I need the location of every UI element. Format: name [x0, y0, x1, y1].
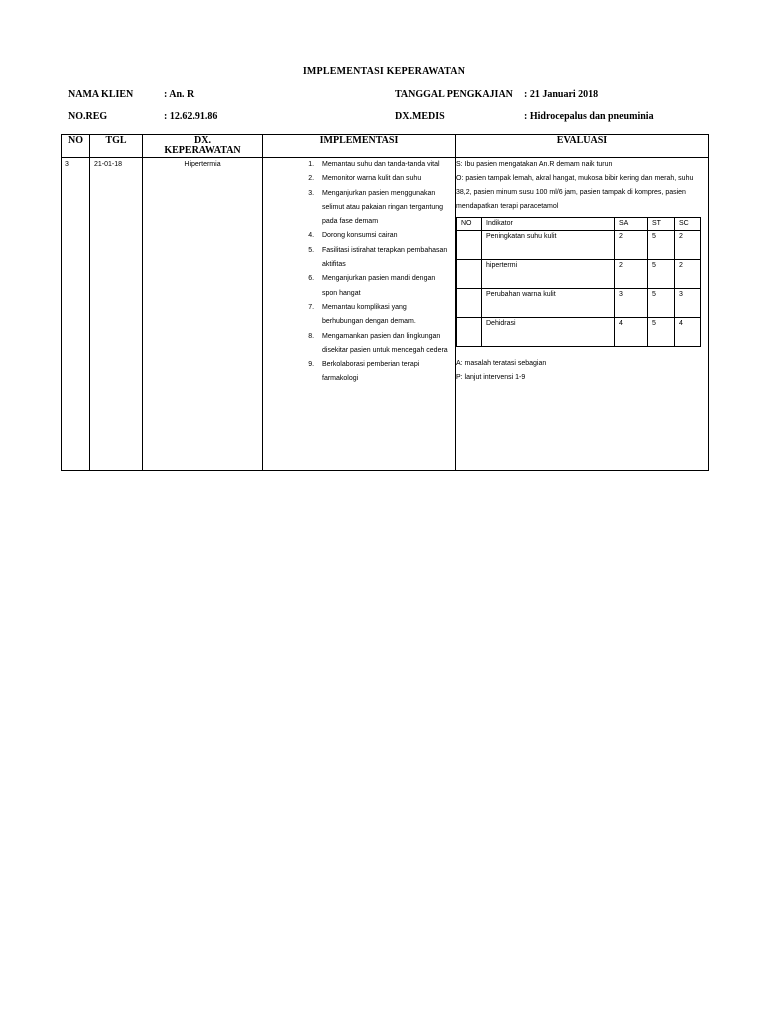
implementasi-list — [263, 158, 455, 387]
indikator-sa: 4 — [615, 318, 648, 347]
indikator-st: 5 — [648, 318, 675, 347]
row-tgl: 21-01-18 — [90, 158, 143, 471]
table-header-row — [62, 135, 709, 158]
header-implementasi: IMPLEMENTASI — [263, 135, 456, 158]
list-item: 4. Dorong konsumsi cairan — [316, 229, 449, 243]
indikator-header-sc: SC — [675, 218, 701, 231]
indikator-sc: 3 — [675, 289, 701, 318]
indikator-no — [457, 260, 482, 289]
evaluasi-subjective: S: Ibu pasien mengatakan An.R demam naik turun — [456, 161, 613, 168]
dx-medis-label: DX.MEDIS — [395, 111, 445, 122]
header-evaluasi: EVALUASI — [456, 135, 709, 158]
table-row — [457, 289, 701, 318]
nama-klien-value: : An. R — [164, 89, 195, 100]
table-row — [457, 260, 701, 289]
indikator-st: 5 — [648, 260, 675, 289]
header-tgl: TGL — [90, 135, 143, 158]
evaluasi-plan: P: lanjut intervensi 1-9 — [456, 374, 526, 381]
list-item: 9. Berkolaborasi pemberian terapi farmakologi — [316, 358, 449, 387]
list-item: 2. Memonitor warna kulit dan suhu — [316, 172, 449, 186]
list-item: 6. Menganjurkan pasien mandi dengan spon hangat — [316, 272, 449, 301]
list-item: 5. Fasilitasi istirahat terapkan pembahasan aktifitas — [316, 244, 449, 273]
table-row — [457, 318, 701, 347]
list-item: 3. Menganjurkan pasien menggunakan selimut atau pakaian ringan tergantung pada fase demam — [316, 187, 449, 230]
indikator-name: Peningkatan suhu kulit — [482, 231, 615, 260]
header-dx-line2: KEPERAWATAN — [164, 145, 241, 156]
indikator-header-st: ST — [648, 218, 675, 231]
indikator-sa: 2 — [615, 231, 648, 260]
indikator-st: 5 — [648, 289, 675, 318]
list-item: 7. Memantau komplikasi yang berhubungan dengan demam. — [316, 301, 449, 330]
indikator-sc: 2 — [675, 260, 701, 289]
dx-medis-value: : Hidrocepalus dan pneuminia — [524, 111, 654, 122]
header-dx-keperawatan — [143, 135, 263, 158]
indikator-no — [457, 318, 482, 347]
row-implementasi — [263, 158, 456, 471]
no-reg-value: : 12.62.91.86 — [164, 111, 218, 122]
indikator-table — [456, 217, 701, 347]
indikator-no — [457, 231, 482, 260]
header-dx-line1: DX. — [194, 135, 211, 146]
indikator-sa: 3 — [615, 289, 648, 318]
list-item: 1. Memantau suhu dan tanda-tanda vital — [316, 158, 449, 172]
nama-klien-label: NAMA KLIEN — [68, 89, 134, 100]
indikator-header-no: NO — [457, 218, 482, 231]
evaluasi-objective: O: pasien tampak lemah, akral hangat, mukosa bibir kering dan merah, suhu 38,2, pasien minum susu 100 ml/6 jam, pasien tampak di kompres, pasien mendapatkan terapi paracetamol — [456, 175, 694, 210]
indikator-header-row — [457, 218, 701, 231]
table-row — [62, 158, 709, 471]
list-item: 8. Mengamankan pasien dan lingkungan disekitar pasien untuk mencegah cedera — [316, 330, 449, 359]
indikator-sc: 4 — [675, 318, 701, 347]
indikator-sc: 2 — [675, 231, 701, 260]
indikator-name: hipertermi — [482, 260, 615, 289]
row-evaluasi — [456, 158, 709, 471]
tanggal-pengkajian-label: TANGGAL PENGKAJIAN — [395, 89, 513, 100]
evaluasi-assessment: A: masalah teratasi sebagian — [456, 360, 547, 367]
table-row — [457, 231, 701, 260]
indikator-header-indikator: Indikator — [482, 218, 615, 231]
implementation-table — [61, 134, 709, 471]
document-title: IMPLEMENTASI KEPERAWATAN — [302, 66, 466, 77]
tanggal-pengkajian-value: : 21 Januari 2018 — [524, 89, 599, 100]
row-no: 3 — [62, 158, 90, 471]
row-dx-keperawatan: Hipertermia — [143, 158, 263, 471]
indikator-st: 5 — [648, 231, 675, 260]
no-reg-label: NO.REG — [68, 111, 108, 122]
indikator-header-sa: SA — [615, 218, 648, 231]
indikator-name: Dehidrasi — [482, 318, 615, 347]
indikator-no — [457, 289, 482, 318]
indikator-name: Perubahan warna kulit — [482, 289, 615, 318]
header-no: NO — [62, 135, 90, 158]
indikator-sa: 2 — [615, 260, 648, 289]
